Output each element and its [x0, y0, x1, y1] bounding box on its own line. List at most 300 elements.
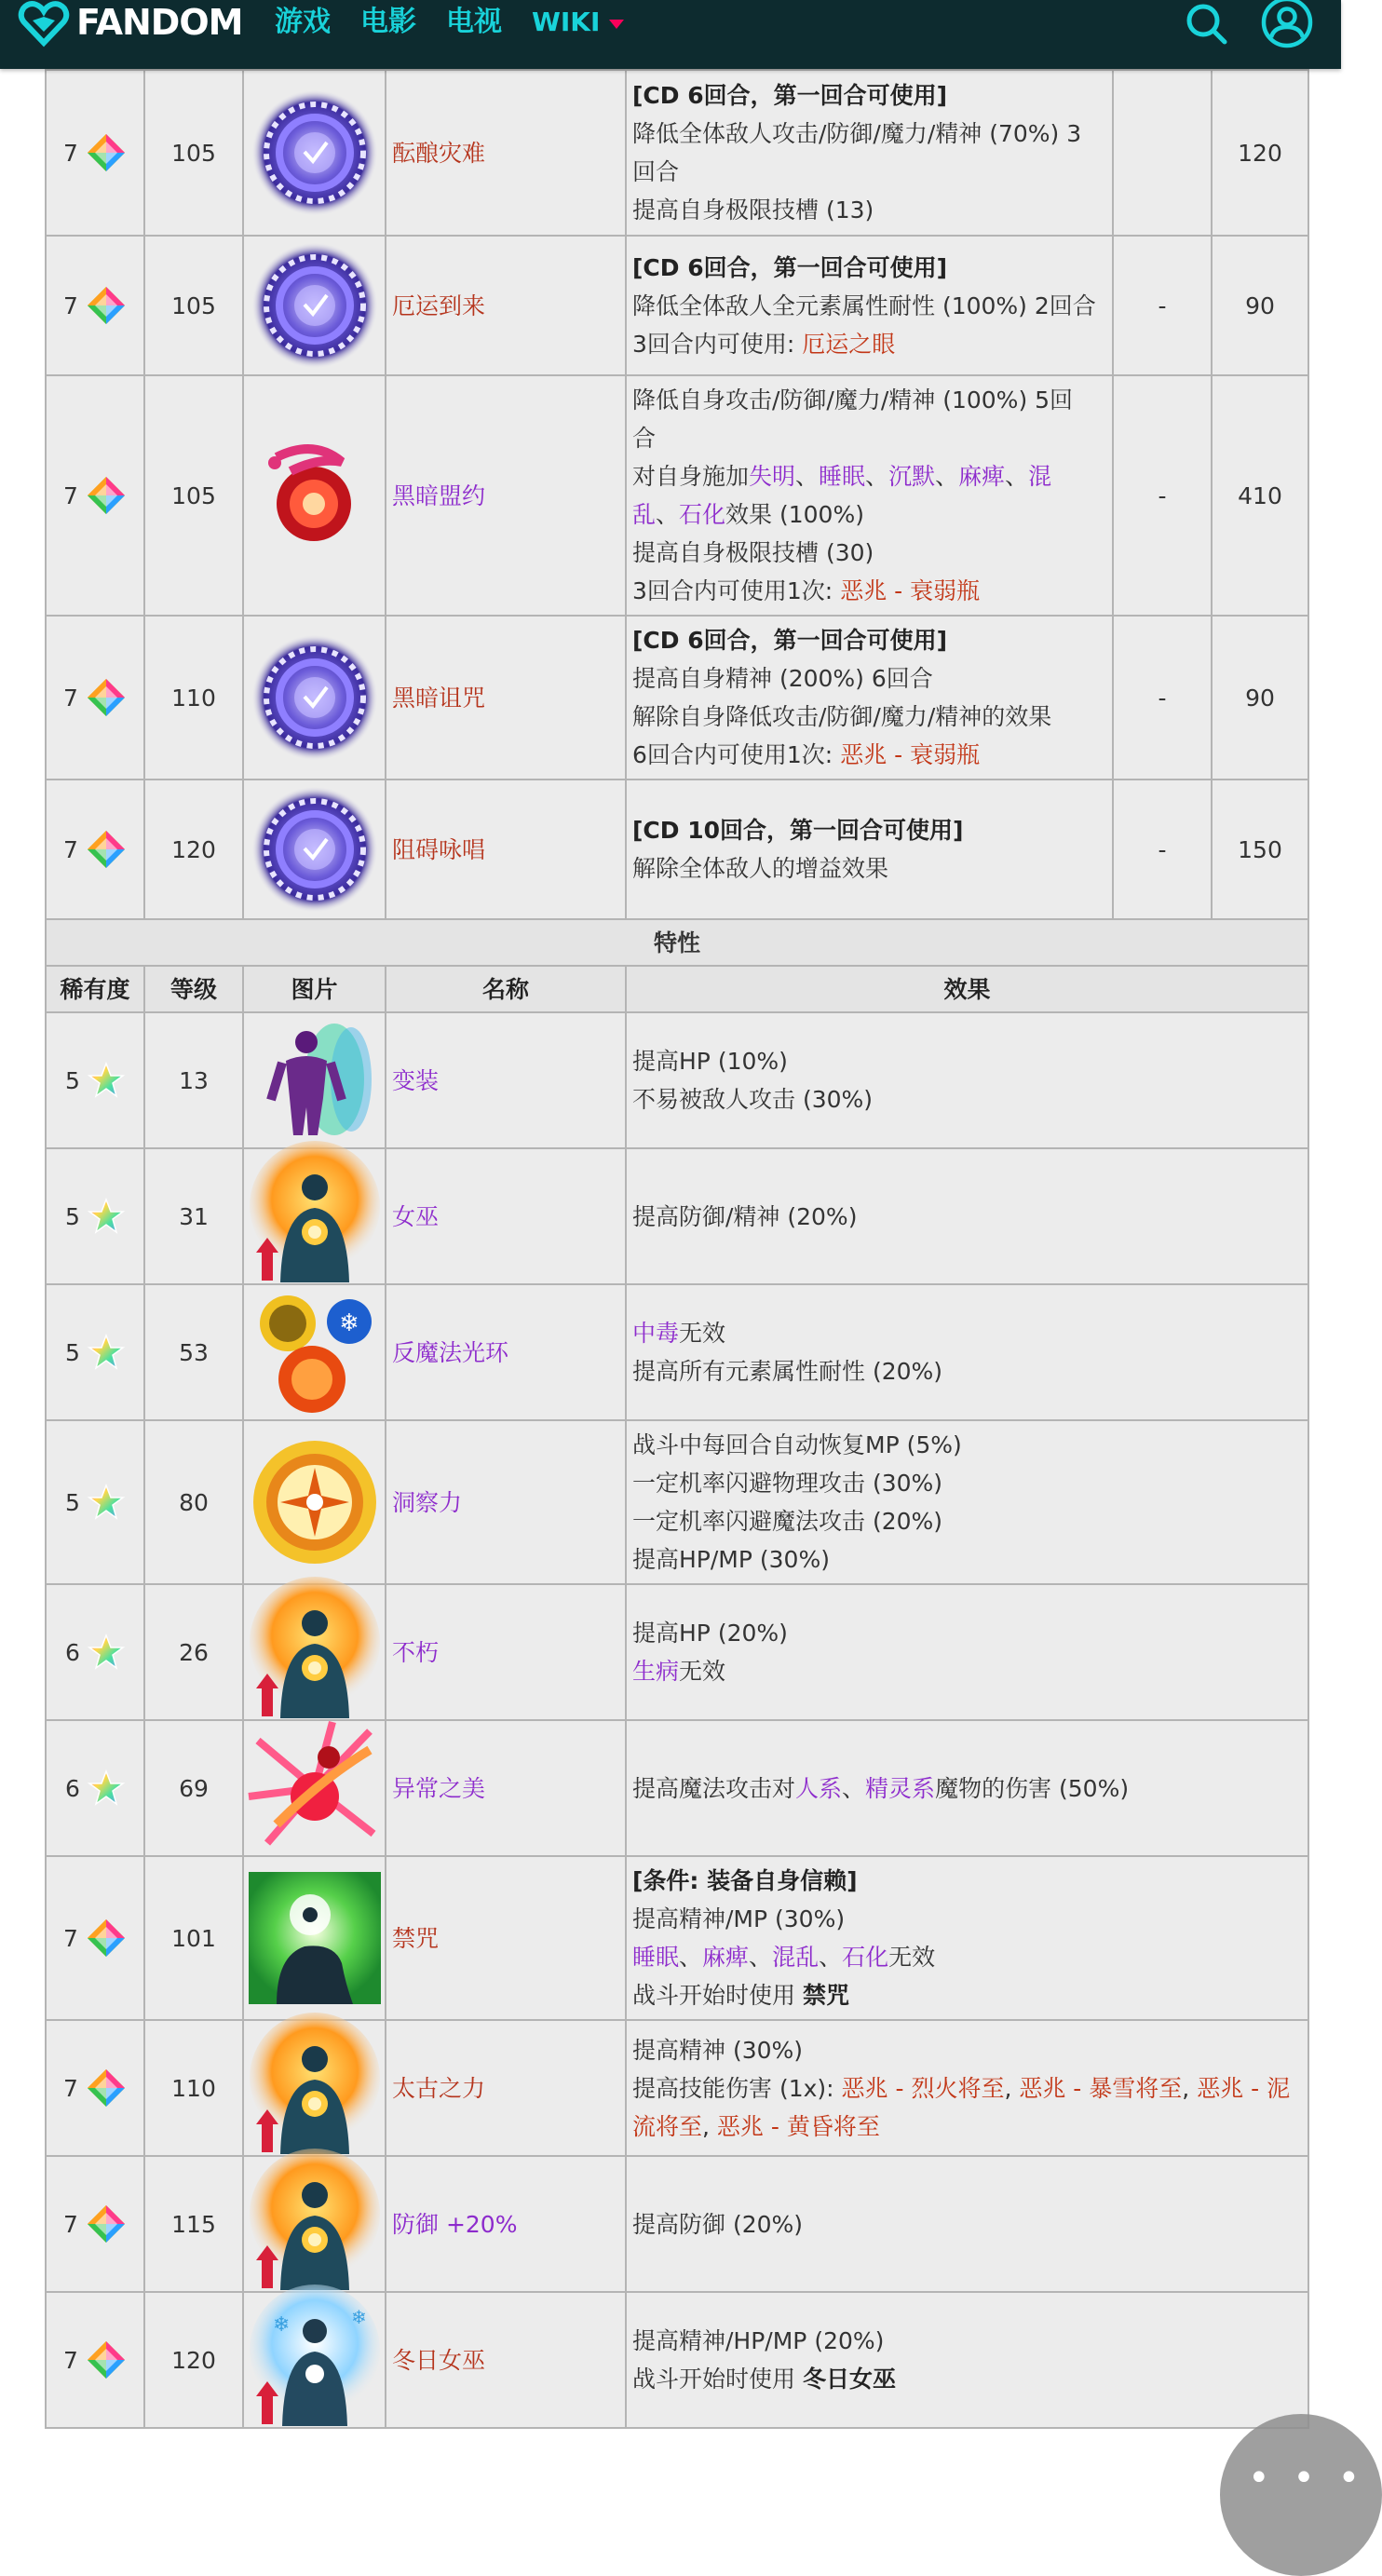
- name-cell: [386, 1720, 626, 1856]
- ability-name-link[interactable]: 厄运到来: [392, 291, 486, 319]
- nav-movies[interactable]: 电影: [360, 6, 416, 38]
- effect-cell: [626, 236, 1113, 375]
- rarity-number: 7: [63, 2074, 78, 2102]
- status-link[interactable]: 生病: [632, 1658, 680, 1685]
- effect-line: [632, 1314, 1302, 1352]
- status-link[interactable]: 石化: [679, 501, 726, 528]
- rarity-cell: [46, 1012, 144, 1148]
- effect-text: 提高技能伤害 (1x):: [632, 2074, 842, 2102]
- fandom-heart-icon: [19, 0, 69, 45]
- image-cell: [243, 1012, 386, 1148]
- effect-line: [632, 1464, 1302, 1502]
- fandom-logo[interactable]: [19, 0, 242, 45]
- effect-line: [632, 659, 1106, 698]
- name-cell: [386, 2020, 626, 2156]
- effect-text: 提高HP/MP (30%): [632, 1546, 830, 1573]
- effect-line: [632, 457, 1106, 495]
- purple-vortex-icon: [244, 631, 385, 764]
- status-link[interactable]: 失明: [749, 463, 796, 490]
- effect-cell: [626, 1012, 1308, 1148]
- rarity-number: 7: [63, 2210, 78, 2238]
- effect-text: ,: [1182, 2074, 1198, 2102]
- effect-line: [632, 381, 1106, 419]
- effect-bold-text: [条件: 装备自身信赖]: [632, 1867, 858, 1894]
- effect-cell: [626, 1284, 1308, 1420]
- effect-text: 提高自身精神 (200%) 6回合: [632, 665, 933, 692]
- cost-a-cell: -: [1113, 780, 1212, 919]
- ability-name-link[interactable]: 酝酿灾难: [392, 139, 486, 167]
- effect-line: [632, 1769, 1302, 1808]
- effect-text: 、: [865, 463, 889, 490]
- dark-pact-icon: [244, 429, 385, 562]
- traits-header-row: [46, 966, 1308, 1012]
- effect-text: 提高自身极限技槽 (13): [632, 197, 874, 224]
- chevron-down-icon: [609, 20, 624, 29]
- effect-text: 提高自身极限技槽 (30): [632, 539, 874, 566]
- ability-name-link[interactable]: 洞察力: [392, 1488, 463, 1516]
- level-cell: 53: [144, 1284, 243, 1420]
- level-cell: 26: [144, 1584, 243, 1720]
- ability-name-link[interactable]: 女巫: [392, 1202, 440, 1230]
- rarity-cell: [46, 375, 144, 616]
- rarity-value: [63, 677, 127, 718]
- effect-text: 、: [656, 501, 680, 528]
- effect-line: [632, 698, 1106, 736]
- name-cell: [386, 1148, 626, 1284]
- effect-line: [632, 2360, 1302, 2398]
- skill-link[interactable]: 恶兆 - 烈火将至: [841, 2074, 1005, 2102]
- effect-line: [632, 736, 1106, 774]
- effect-cell: [626, 780, 1113, 919]
- effect-line: [632, 1502, 1302, 1540]
- rarity-value: [63, 132, 127, 173]
- rarity-star-icon: [88, 1769, 125, 1807]
- effect-cell: [626, 70, 1113, 236]
- status-link[interactable]: 石化: [842, 1944, 889, 1971]
- rarity-number: 7: [63, 684, 78, 712]
- rarity-value: [63, 285, 127, 326]
- rarity-star-icon: [88, 1484, 125, 1521]
- cost-a-cell: -: [1113, 616, 1212, 780]
- logo-text: FANDOM: [76, 2, 243, 43]
- effect-line: [632, 325, 1106, 363]
- level-cell: 105: [144, 236, 243, 375]
- effect-line: [632, 849, 1106, 888]
- image-cell: [243, 1148, 386, 1284]
- effect-line: [632, 191, 1106, 229]
- effect-text: 一定机率闪避魔法攻击 (20%): [632, 1508, 943, 1535]
- skill-row: [46, 375, 1308, 616]
- status-link[interactable]: 乱: [632, 501, 657, 528]
- level-cell: 110: [144, 616, 243, 780]
- status-link[interactable]: 麻痺: [702, 1944, 750, 1971]
- cost-b-cell: 90: [1212, 616, 1308, 780]
- skill-link[interactable]: 恶兆 - 暴雪将至: [1019, 2074, 1183, 2102]
- trait-row: [46, 1856, 1308, 2020]
- effect-line: [632, 2205, 1302, 2244]
- effect-line: [632, 495, 1106, 534]
- rarity-gem-icon: [86, 2203, 127, 2244]
- name-cell: [386, 616, 626, 780]
- status-link[interactable]: 中毒: [632, 1320, 680, 1347]
- effect-text: 战斗开始时使用: [632, 2366, 803, 2393]
- rarity-number: 5: [65, 1202, 80, 1230]
- cost-a-cell: -: [1113, 375, 1212, 616]
- name-cell: [386, 780, 626, 919]
- effect-line: [632, 572, 1106, 610]
- level-cell: 31: [144, 1148, 243, 1284]
- effect-line: [632, 1080, 1302, 1119]
- ability-name-link[interactable]: 防御 +20%: [392, 2210, 518, 2238]
- rarity-value: [63, 2203, 127, 2244]
- rarity-gem-icon: [86, 132, 127, 173]
- effect-line: [632, 1042, 1302, 1080]
- skill-row: [46, 70, 1308, 236]
- rarity-value: [63, 475, 127, 516]
- status-link[interactable]: 混: [1028, 463, 1052, 490]
- effect-bold-text: 冬日女巫: [802, 2366, 896, 2393]
- rarity-number: 5: [65, 1066, 80, 1094]
- effect-text: 提高防御 (20%): [632, 2210, 804, 2238]
- winter-witch-icon: [244, 2294, 385, 2426]
- rarity-cell: [46, 780, 144, 919]
- effect-cell: [626, 1584, 1308, 1720]
- effect-cell: [626, 2292, 1308, 2428]
- name-cell: [386, 1012, 626, 1148]
- effect-text: 对自身施加: [632, 463, 750, 490]
- name-cell: [386, 1584, 626, 1720]
- user-icon[interactable]: [1259, 0, 1315, 50]
- cost-a-cell: [1113, 70, 1212, 236]
- level-cell: 101: [144, 1856, 243, 2020]
- rarity-cell: [46, 1720, 144, 1856]
- effect-text: 、: [935, 463, 959, 490]
- effect-cell: [626, 1856, 1308, 2020]
- cost-a-cell: -: [1113, 236, 1212, 375]
- trait-row: [46, 1012, 1308, 1148]
- effect-text: ,: [1004, 2074, 1020, 2102]
- effect-cell: [626, 1420, 1308, 1584]
- rarity-star-icon: [88, 1634, 125, 1671]
- rarity-value: [63, 829, 127, 870]
- trait-row: [46, 1284, 1308, 1420]
- abnormal-beauty-icon: [244, 1722, 385, 1854]
- rarity-value: [65, 1062, 125, 1100]
- name-cell: [386, 2292, 626, 2428]
- rarity-gem-icon: [86, 2339, 127, 2380]
- status-link[interactable]: 睡眠: [632, 1944, 680, 1971]
- effect-text: 提高HP (20%): [632, 1620, 788, 1647]
- ability-name-link[interactable]: 异常之美: [392, 1774, 486, 1802]
- level-cell: 69: [144, 1720, 243, 1856]
- nav-tv[interactable]: 电视: [446, 6, 502, 38]
- rarity-value: [65, 1198, 125, 1236]
- effect-line: [632, 1426, 1302, 1464]
- effect-text: 无效: [679, 1320, 726, 1347]
- effect-bold-text: [CD 10回合，第一回合可使用]: [632, 817, 964, 844]
- main-nav: [275, 0, 624, 45]
- effect-text: 提高精神 (30%): [632, 2036, 804, 2064]
- ability-name-link[interactable]: 禁咒: [392, 1924, 440, 1952]
- stat-up-orange-icon: [244, 2158, 385, 2290]
- rarity-number: 5: [65, 1488, 80, 1516]
- image-cell: [243, 70, 386, 236]
- ability-name-link[interactable]: 冬日女巫: [392, 2346, 486, 2374]
- more-icon: • • •: [1248, 2457, 1366, 2500]
- effect-bold-text: [CD 6回合，第一回合可使用]: [632, 253, 948, 281]
- level-cell: 105: [144, 70, 243, 236]
- floating-more-button[interactable]: [1220, 2414, 1382, 2576]
- effect-line: [632, 1976, 1302, 2014]
- rarity-cell: [46, 70, 144, 236]
- effect-text: 提高HP (10%): [632, 1048, 788, 1075]
- effect-line: [632, 419, 1106, 457]
- effect-text: 3回合内可使用:: [632, 330, 803, 358]
- effect-text: 解除自身降低攻击/防御/魔力/精神的效果: [632, 703, 1052, 730]
- cost-b-cell: 120: [1212, 70, 1308, 236]
- effect-line: [632, 76, 1106, 115]
- effect-cell: [626, 375, 1113, 616]
- nav-wiki-dropdown[interactable]: [532, 0, 624, 45]
- rarity-cell: [46, 236, 144, 375]
- effect-text: 效果 (100%): [725, 501, 864, 528]
- trait-row: [46, 1148, 1308, 1284]
- effect-line: [632, 153, 1106, 191]
- status-link[interactable]: 人系: [795, 1774, 843, 1802]
- trait-row: [46, 1584, 1308, 1720]
- name-cell: [386, 2156, 626, 2292]
- effect-line: [632, 1614, 1302, 1652]
- ability-name-link[interactable]: 变装: [392, 1066, 440, 1094]
- skill-link[interactable]: 恶兆 - 黄昏将至: [716, 2112, 880, 2140]
- effect-line: [632, 621, 1106, 659]
- effect-text: 、: [1005, 463, 1029, 490]
- nav-games[interactable]: 游戏: [275, 6, 331, 38]
- skill-link[interactable]: 恶兆 - 衰弱瓶: [840, 577, 981, 604]
- effect-text: 提高精神/MP (30%): [632, 1905, 846, 1932]
- image-cell: [243, 375, 386, 616]
- effect-line: [632, 1652, 1302, 1690]
- image-cell: [243, 1284, 386, 1420]
- disguise-icon: [244, 1014, 385, 1146]
- effect-line: [632, 1938, 1302, 1976]
- effect-cell: [626, 1148, 1308, 1284]
- effect-line: [632, 249, 1106, 287]
- effect-line: [632, 2031, 1302, 2069]
- image-cell: [243, 780, 386, 919]
- effect-bold-text: [CD 6回合，第一回合可使用]: [632, 82, 948, 109]
- anti-magic-icon: [244, 1286, 385, 1418]
- stat-up-orange-icon: [244, 2022, 385, 2154]
- status-link[interactable]: 麻痺: [958, 463, 1006, 490]
- level-cell: 115: [144, 2156, 243, 2292]
- effect-text: 提高所有元素属性耐性 (20%): [632, 1358, 943, 1385]
- effect-line: [632, 287, 1106, 325]
- article-content: [0, 69, 1366, 2500]
- effect-text: 、: [749, 1944, 773, 1971]
- cost-b-cell: 150: [1212, 780, 1308, 919]
- effect-text: 回合: [632, 158, 680, 185]
- purple-vortex-icon: [244, 783, 385, 915]
- trait-row: [46, 1420, 1308, 1584]
- rarity-value: [63, 2339, 127, 2380]
- ability-name-link[interactable]: 太古之力: [392, 2074, 486, 2102]
- image-cell: [243, 2292, 386, 2428]
- status-link[interactable]: 混乱: [772, 1944, 820, 1971]
- effect-line: [632, 2322, 1302, 2360]
- image-cell: [243, 2156, 386, 2292]
- level-cell: 13: [144, 1012, 243, 1148]
- rarity-gem-icon: [86, 1918, 127, 1959]
- top-navigation-bar: [0, 0, 1341, 69]
- stat-up-orange-icon: [244, 1150, 385, 1282]
- effect-text: 3回合内可使用1次:: [632, 577, 841, 604]
- traits-section-title-row: [46, 919, 1308, 966]
- rarity-value: [65, 1484, 125, 1522]
- rarity-cell: [46, 2156, 144, 2292]
- rarity-gem-icon: [86, 677, 127, 718]
- stat-up-orange-icon: [244, 1586, 385, 1718]
- rarity-gem-icon: [86, 2068, 127, 2108]
- effect-text: 不易被敌人攻击 (30%): [632, 1086, 874, 1113]
- ability-name-link[interactable]: 反魔法光环: [392, 1338, 509, 1366]
- trait-row: [46, 2156, 1308, 2292]
- rarity-cell: [46, 1584, 144, 1720]
- status-link[interactable]: 精灵系: [865, 1774, 936, 1802]
- column-header: 图片: [243, 966, 386, 1012]
- skill-link[interactable]: 恶兆 - 泥: [1197, 2074, 1291, 2102]
- effect-text: 6回合内可使用1次:: [632, 741, 841, 768]
- rarity-number: 7: [63, 2346, 78, 2374]
- rarity-value: [65, 1334, 125, 1372]
- skill-link[interactable]: 厄运之眼: [802, 330, 896, 358]
- column-header: 效果: [626, 966, 1308, 1012]
- rarity-number: 7: [63, 139, 78, 167]
- rarity-cell: [46, 1420, 144, 1584]
- name-cell: [386, 375, 626, 616]
- effect-text: 战斗中每回合自动恢复MP (5%): [632, 1431, 962, 1458]
- rarity-number: 7: [63, 291, 78, 319]
- rarity-value: [65, 1634, 125, 1672]
- effect-line: [632, 2069, 1302, 2108]
- rarity-value: [63, 1918, 127, 1959]
- effect-text: 魔物的伤害 (50%): [935, 1774, 1130, 1802]
- name-cell: [386, 236, 626, 375]
- search-icon[interactable]: [1181, 0, 1233, 48]
- rarity-star-icon: [88, 1198, 125, 1235]
- effect-line: [632, 1198, 1302, 1236]
- effect-line: [632, 115, 1106, 153]
- effect-cell: [626, 2156, 1308, 2292]
- effect-bold-text: [CD 6回合，第一回合可使用]: [632, 627, 948, 654]
- rarity-number: 7: [63, 835, 78, 863]
- ability-name-link[interactable]: 阻碍咏唱: [392, 835, 486, 863]
- rarity-gem-icon: [86, 475, 127, 516]
- svg-text:❄: ❄: [350, 2306, 367, 2328]
- level-cell: 120: [144, 780, 243, 919]
- forbidden-spell-icon: [244, 1872, 385, 2004]
- effect-text: 降低全体敌人攻击/防御/魔力/精神 (70%) 3: [632, 120, 1082, 147]
- effect-text: 战斗开始时使用: [632, 1982, 803, 2009]
- effect-cell: [626, 1720, 1308, 1856]
- purple-vortex-icon: [244, 87, 385, 219]
- skill-link[interactable]: 流将至: [632, 2112, 703, 2140]
- ability-name-link[interactable]: 黑暗盟约: [392, 481, 486, 509]
- skill-row: [46, 616, 1308, 780]
- skills-traits-table: [45, 69, 1309, 2429]
- rarity-gem-icon: [86, 285, 127, 326]
- ability-name-link[interactable]: 不朽: [392, 1638, 440, 1666]
- column-header: 稀有度: [46, 966, 144, 1012]
- image-cell: [243, 1720, 386, 1856]
- rarity-star-icon: [88, 1334, 125, 1371]
- effect-text: 提高精神/HP/MP (20%): [632, 2327, 885, 2354]
- nav-wiki-label: WIKI: [532, 7, 601, 37]
- rarity-cell: [46, 2020, 144, 2156]
- image-cell: [243, 1584, 386, 1720]
- rarity-number: 6: [65, 1774, 80, 1802]
- svg-text:❄: ❄: [338, 1309, 359, 1337]
- purple-vortex-icon: [244, 239, 385, 372]
- effect-line: [632, 1352, 1302, 1390]
- cost-b-cell: 90: [1212, 236, 1308, 375]
- traits-section-title: 特性: [46, 919, 1308, 966]
- effect-text: 无效: [679, 1658, 726, 1685]
- effect-text: 降低全体敌人全元素属性耐性 (100%) 2回合: [632, 291, 1096, 319]
- ability-name-link[interactable]: 黑暗诅咒: [392, 684, 486, 712]
- rarity-cell: [46, 616, 144, 780]
- effect-text: 解除全体敌人的增益效果: [632, 855, 889, 882]
- svg-text:❄: ❄: [272, 2313, 290, 2337]
- rarity-number: 7: [63, 481, 78, 509]
- skill-link[interactable]: 恶兆 - 衰弱瓶: [840, 741, 981, 768]
- status-link[interactable]: 睡眠: [819, 463, 866, 490]
- column-header: 名称: [386, 966, 626, 1012]
- cost-b-cell: 410: [1212, 375, 1308, 616]
- rarity-cell: [46, 2292, 144, 2428]
- effect-text: 、: [795, 463, 820, 490]
- name-cell: [386, 1856, 626, 2020]
- image-cell: [243, 1856, 386, 2020]
- effect-text: ,: [702, 2112, 717, 2140]
- rarity-number: 5: [65, 1338, 80, 1366]
- status-link[interactable]: 沉默: [888, 463, 936, 490]
- image-cell: [243, 2020, 386, 2156]
- column-header: 等级: [144, 966, 243, 1012]
- effect-line: [632, 2108, 1302, 2146]
- rarity-value: [63, 2068, 127, 2108]
- level-cell: 110: [144, 2020, 243, 2156]
- effect-text: 、: [679, 1944, 703, 1971]
- insight-icon: [244, 1436, 385, 1568]
- effect-cell: [626, 616, 1113, 780]
- level-cell: 120: [144, 2292, 243, 2428]
- trait-row: [46, 2020, 1308, 2156]
- skill-row: [46, 236, 1308, 375]
- level-cell: 80: [144, 1420, 243, 1584]
- name-cell: [386, 1284, 626, 1420]
- skill-row: [46, 780, 1308, 919]
- rarity-cell: [46, 1856, 144, 2020]
- effect-line: [632, 1540, 1302, 1579]
- effect-text: 一定机率闪避物理攻击 (30%): [632, 1470, 943, 1497]
- effect-text: 合: [632, 425, 657, 452]
- rarity-cell: [46, 1148, 144, 1284]
- level-cell: 105: [144, 375, 243, 616]
- image-cell: [243, 1420, 386, 1584]
- image-cell: [243, 616, 386, 780]
- effect-text: 、: [842, 1774, 866, 1802]
